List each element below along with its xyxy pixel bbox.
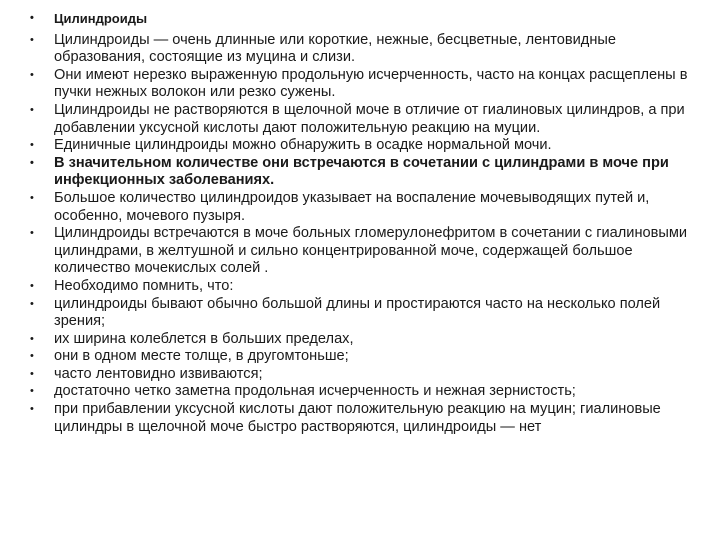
slide-title	[0, 10, 702, 28]
bullet-text: Необходимо помнить, что:	[54, 277, 234, 294]
bullet-icon: •	[30, 332, 34, 345]
bullet-icon: •	[30, 139, 34, 152]
bullet-text: цилиндроиды бывают обычно большой длины и простираются часто на несколько полей зрения;	[54, 295, 661, 330]
bullet-icon: •	[30, 279, 34, 292]
bullet-icon: •	[30, 68, 34, 81]
bullet-icon: •	[30, 367, 34, 380]
bullet-text: Они имеют нерезко выраженную продольную исчерченность, часто на концах расщеплены в пучки нежных волокон или резко сужены.	[54, 66, 688, 101]
bullet-text: Большое количество цилиндроидов указывает на воспаление мочевыводящих путей и, особенно, мочевого пузыря.	[54, 189, 650, 224]
bullet-item	[0, 67, 702, 102]
bullet-item	[0, 296, 702, 331]
bullet-item	[0, 102, 702, 137]
bullet-icon: •	[30, 33, 34, 46]
bullet-item	[0, 278, 702, 296]
bullet-icon: •	[30, 12, 34, 24]
bullet-icon: •	[30, 103, 34, 116]
bullet-text: Цилиндроиды не растворяются в щелочной моче в отличие от гиалиновых цилиндров, а при добавлении уксусной кислоты дают положительную реакцию на муции.	[54, 101, 685, 136]
bullet-item	[0, 366, 702, 384]
bullet-icon: •	[30, 403, 34, 416]
bullet-text: Цилиндроиды встречаются в моче больных гломерулонефритом в сочетании с гиалиновыми цилиндрами, в желтушной и сильно концентрированной моче, содержащей большое количество мочекислых солей .	[54, 225, 688, 277]
bullet-item	[0, 225, 702, 278]
bullet-icon: •	[30, 156, 34, 169]
bullet-text: часто лентовидно извиваются;	[54, 365, 263, 382]
bullet-icon: •	[30, 191, 34, 204]
bullet-icon: •	[30, 350, 34, 363]
bullet-text: достаточно четко заметна продольная исчерченность и нежная зернистость;	[54, 383, 576, 400]
bullet-icon: •	[30, 297, 34, 310]
bullet-item	[0, 348, 702, 366]
bullet-icon: •	[30, 227, 34, 240]
bullet-item	[0, 383, 702, 401]
bullet-list	[0, 10, 702, 436]
bullet-item	[0, 137, 702, 155]
bullet-text: их ширина колеблется в больших пределах,	[54, 330, 354, 347]
bullet-text: Единичные цилиндроиды можно обнаружить в осадке нормальной мочи.	[54, 137, 552, 154]
bullet-text: Цилиндроиды — очень длинные или короткие, нежные, бесцветные, лентовидные образования, состоящие из муцина и слизи.	[54, 31, 616, 66]
bullet-text: В значительном количестве они встречаются в сочетании с цилиндрами в моче при инфекционных заболеваниях.	[54, 154, 669, 189]
bullet-item	[0, 155, 702, 190]
bullet-item	[0, 331, 702, 349]
bullet-text: Цилиндроиды	[54, 11, 148, 26]
bullet-item	[0, 32, 702, 67]
bullet-text: при прибавлении уксусной кислоты дают положительную реакцию на муцин; гиалиновые цилиндры в щелочной моче быстро растворяются, цилиндроиды — нет	[54, 401, 661, 435]
bullet-item	[0, 401, 702, 436]
bullet-icon: •	[30, 385, 34, 398]
bullet-text: они в одном месте толще, в другомтоньше;	[54, 348, 349, 365]
bullet-item	[0, 190, 702, 225]
